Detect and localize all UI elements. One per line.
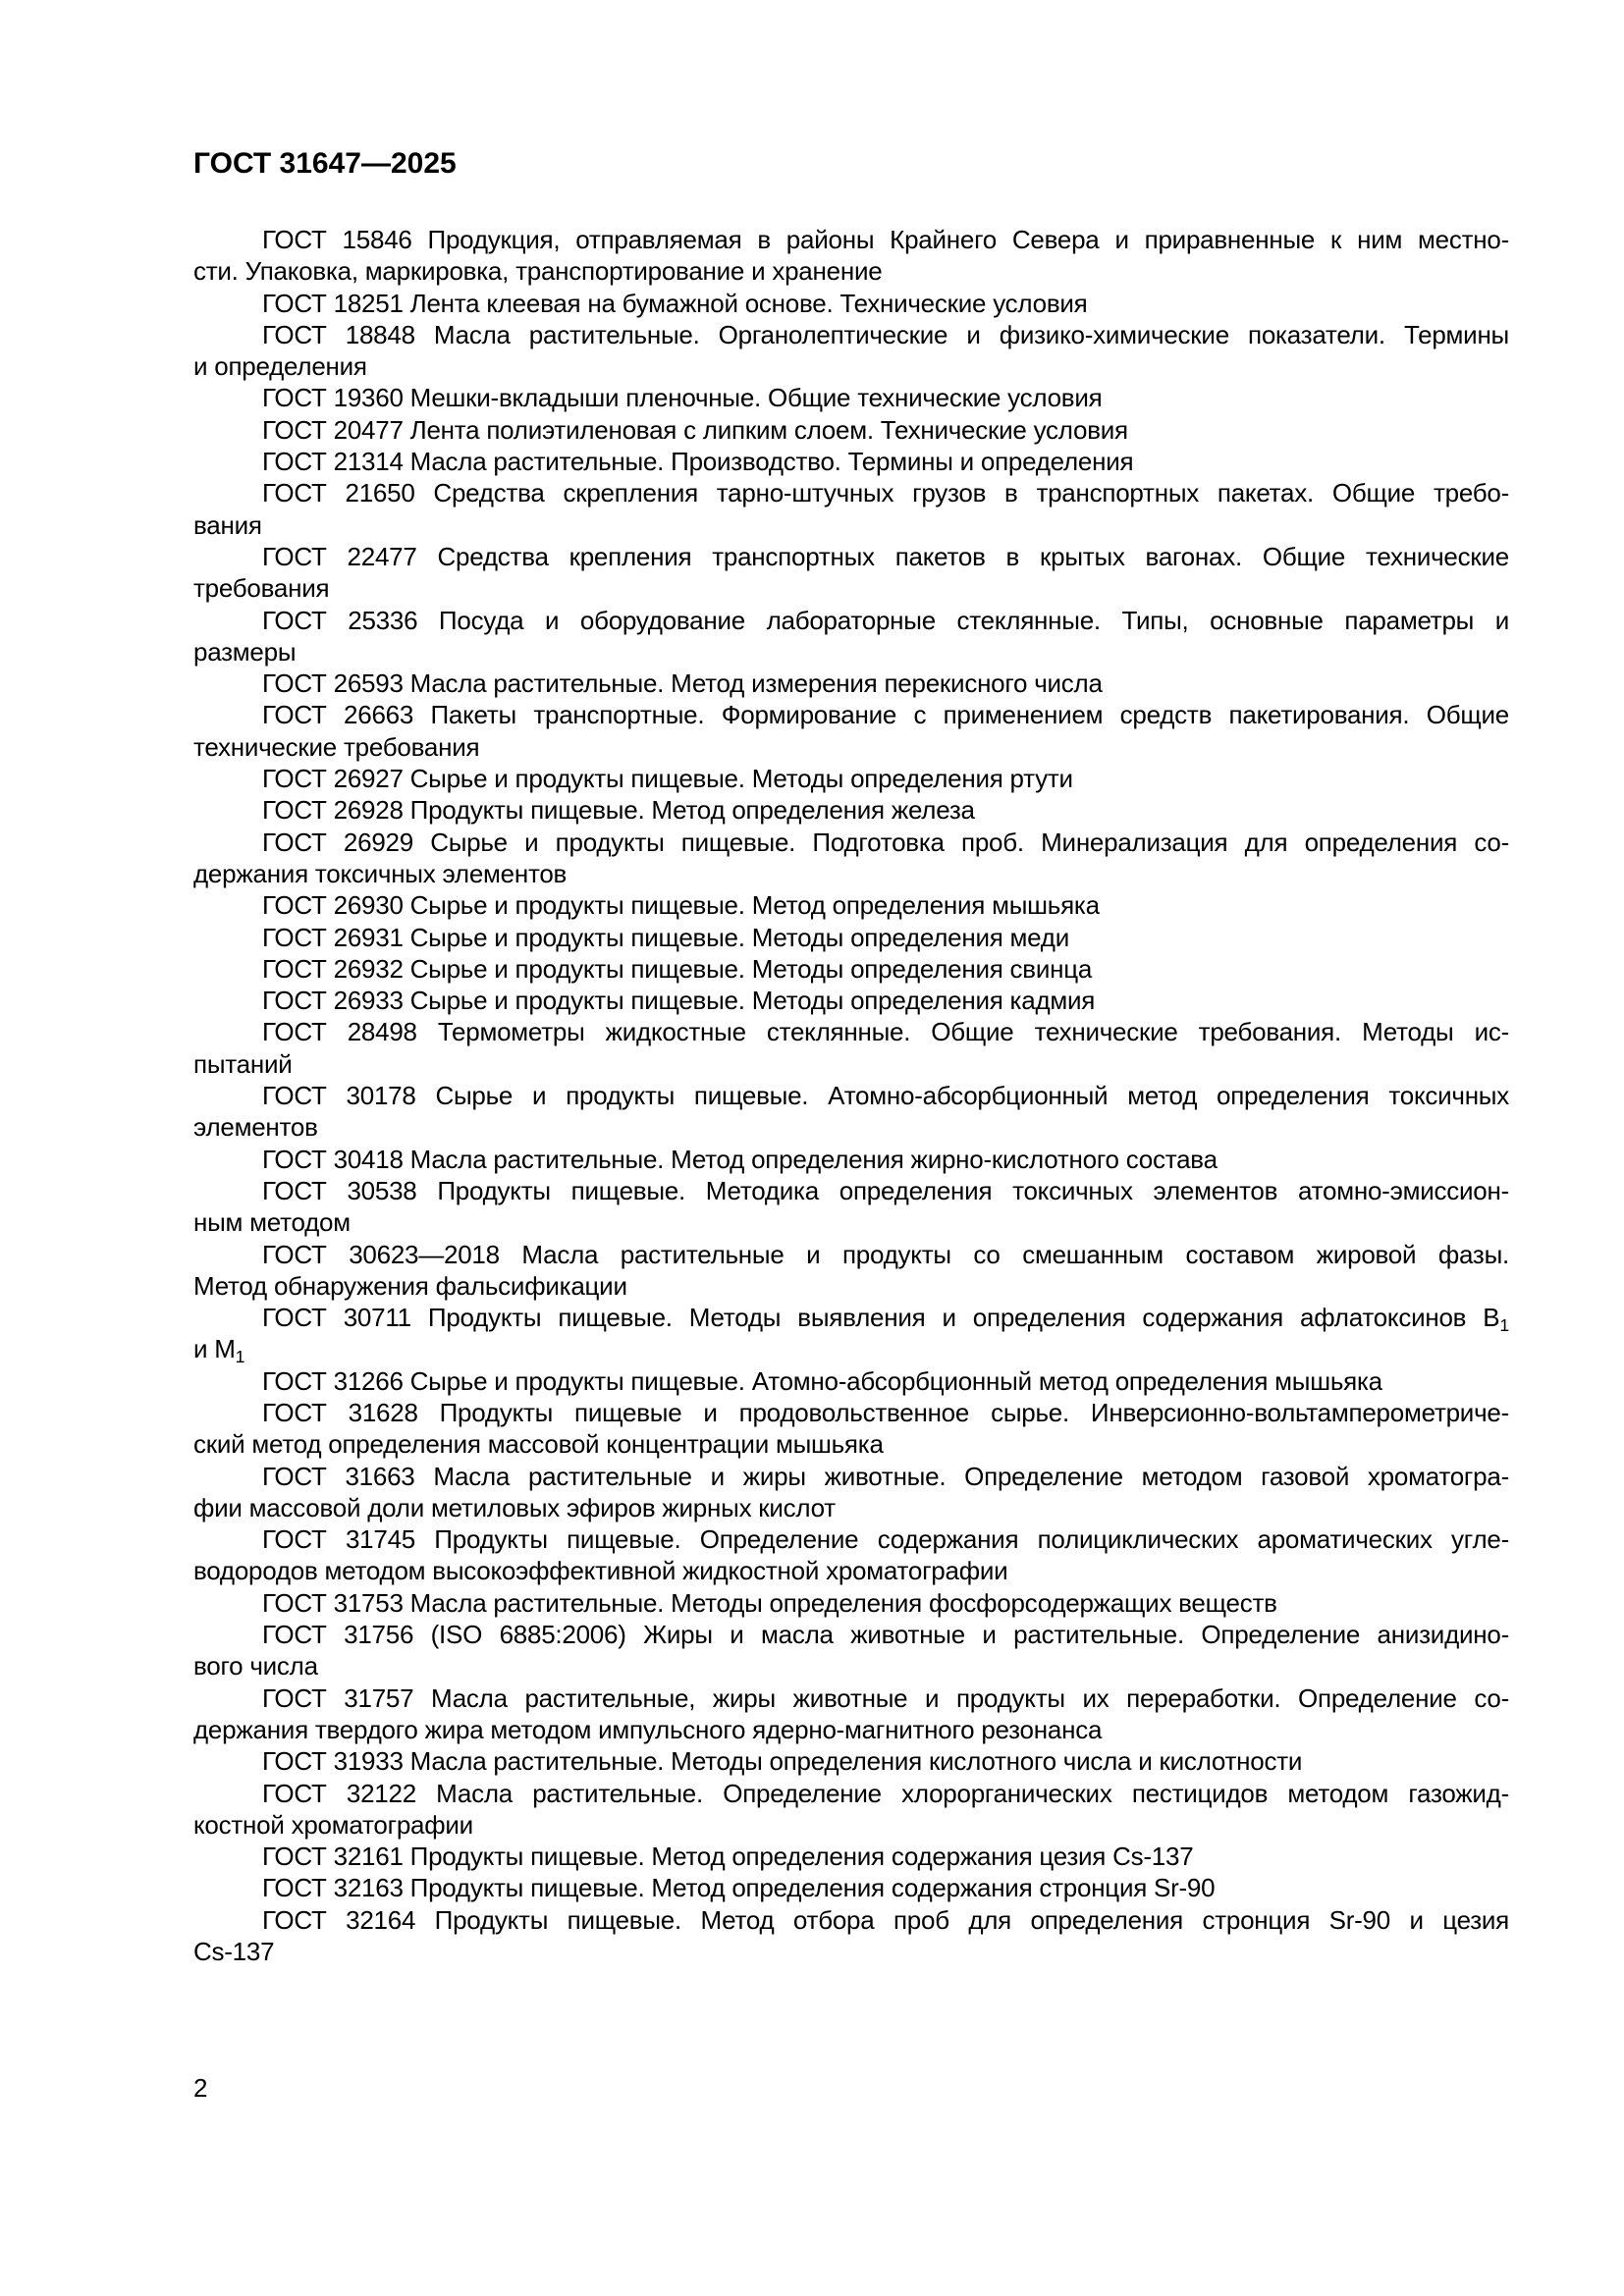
reference-line: ГОСТ 18848 Масла растительные. Органолептические и физико-химические показатели. Термины [262,319,1509,349]
reference-paragraph [193,414,1509,446]
reference-line: костной хроматографии [193,1809,473,1840]
reference-line: требования [193,573,330,604]
reference-line: ГОСТ 26663 Пакеты транспортные. Формирование с применением средств пакетирования. Общие [262,700,1509,730]
reference-line: ГОСТ 21314 Масла растительные. Производство. Термины и определения [262,447,1134,477]
reference-paragraph [193,1144,1509,1175]
reference-line: ГОСТ 31266 Сырье и продукты пищевые. Атомно-абсорбционный метод определения мышьяка [262,1365,1382,1396]
reference-line: ГОСТ 26593 Масла растительные. Метод измерения перекисного числа [262,668,1103,699]
reference-line: ГОСТ 31753 Масла растительные. Методы определения фосфорсодержащих веществ [262,1587,1277,1618]
reference-paragraph [193,1778,1509,1842]
reference-paragraph [193,1302,1509,1365]
reference-line: ГОСТ 26932 Сырье и продукты пищевые. Методы определения свинца [262,953,1093,984]
reference-line: ГОСТ 31628 Продукты пищевые и продовольственное сырье. Инверсионно-вольтамперометриче- [262,1397,1509,1427]
references-list [193,224,1509,1967]
reference-line: сти. Упаковка, маркировка, транспортирование и хранение [193,256,883,287]
reference-paragraph [193,699,1509,763]
reference-line: вого числа [193,1651,318,1682]
reference-paragraph [193,1365,1509,1397]
reference-line: ГОСТ 25336 Посуда и оборудование лабораторные стеклянные. Типы, основные параметры и [262,605,1509,635]
subscript-text: 1 [1499,1315,1509,1336]
reference-line: ГОСТ 32122 Масла растительные. Определение хлорорганических пестицидов методом газожид- [262,1778,1509,1808]
reference-line: ГОСТ 31745 Продукты пищевые. Определение содержания полициклических ароматических угле- [262,1524,1509,1555]
reference-paragraph [193,1745,1509,1777]
reference-paragraph [193,922,1509,953]
reference-paragraph [193,763,1509,794]
reference-paragraph [193,541,1509,605]
reference-paragraph [193,985,1509,1016]
page-title: ГОСТ 31647—2025 [193,147,457,180]
reference-line: Метод обнаружения фальсификации [193,1270,627,1301]
reference-line: ский метод определения массовой концентрации мышьяка [193,1429,884,1460]
reference-line: ГОСТ 28498 Термометры жидкостные стеклянные. Общие технические требования. Методы ис- [262,1017,1509,1047]
reference-line: ГОСТ 30178 Сырье и продукты пищевые. Атомно-абсорбционный метод определения токсичных [262,1081,1509,1111]
reference-paragraph [193,1239,1509,1303]
reference-paragraph [193,794,1509,826]
reference-line: ГОСТ 30623—2018 Масла растительные и продукты со смешанным составом жировой фазы. [262,1239,1509,1269]
reference-paragraph [193,382,1509,413]
reference-line: размеры [193,636,297,667]
reference-line: вания [193,509,262,540]
reference-line: водородов методом высокоэффективной жидкостной хроматографии [193,1556,1008,1586]
reference-paragraph [193,1841,1509,1872]
reference-line: ГОСТ 31933 Масла растительные. Методы определения кислотного числа и кислотности [262,1746,1303,1777]
reference-line: ГОСТ 31757 Масла растительные, жиры животные и продукты их переработки. Определение со- [262,1682,1509,1713]
reference-paragraph [193,1523,1509,1587]
reference-line: ГОСТ 31663 Масла растительные и жиры животные. Определение методом газовой хроматогра- [262,1461,1509,1491]
reference-line: ГОСТ 32163 Продукты пищевые. Метод определения содержания стронция Sr-90 [262,1873,1216,1903]
reference-line: ГОСТ 21650 Средства скрепления тарно-штучных грузов в транспортных пакетах. Общие требо- [262,478,1509,508]
reference-paragraph [193,1175,1509,1239]
reference-line: элементов [193,1112,318,1143]
reference-paragraph [193,1397,1509,1461]
reference-paragraph [193,953,1509,985]
reference-line: пытаний [193,1048,293,1079]
reference-paragraph [193,1587,1509,1619]
reference-paragraph [193,1682,1509,1746]
reference-paragraph [193,288,1509,319]
reference-paragraph [193,1904,1509,1968]
reference-line: и определения [193,351,367,382]
reference-line: ГОСТ 26929 Сырье и продукты пищевые. Подготовка проб. Минерализация для определения со- [262,827,1509,857]
reference-paragraph [193,477,1509,541]
reference-paragraph [193,224,1509,288]
reference-line: ГОСТ 20477 Лента полиэтиленовая с липким слоем. Технические условия [262,414,1128,445]
reference-line: фии массовой доли метиловых эфиров жирных кислот [193,1492,836,1522]
reference-paragraph [193,446,1509,477]
subscript-text: 1 [235,1347,245,1367]
reference-line: ГОСТ 18251 Лента клеевая на бумажной основе. Технические условия [262,288,1088,318]
reference-paragraph [193,1461,1509,1524]
reference-line: ГОСТ 26931 Сырье и продукты пищевые. Методы определения меди [262,922,1070,952]
reference-paragraph [193,667,1509,699]
reference-line: ГОСТ 26928 Продукты пищевые. Метод определения железа [262,795,975,826]
reference-line: ГОСТ 26933 Сырье и продукты пищевые. Методы определения кадмия [262,986,1096,1016]
reference-paragraph [193,1080,1509,1144]
reference-line: ГОСТ 32161 Продукты пищевые. Метод определения содержания цезия Cs-137 [262,1842,1194,1872]
reference-paragraph [193,319,1509,383]
reference-line: ГОСТ 31756 (ISO 6885:2006) Жиры и масла животные и растительные. Определение анизидино- [262,1620,1509,1650]
reference-paragraph [193,889,1509,921]
reference-line: ГОСТ 30418 Масла растительные. Метод определения жирно-кислотного состава [262,1144,1218,1174]
reference-paragraph [193,605,1509,668]
reference-line: ГОСТ 19360 Мешки-вкладыши пленочные. Общие технические условия [262,383,1103,413]
reference-line: ГОСТ 32164 Продукты пищевые. Метод отбора проб для определения стронция Sr-90 и цезия [262,1904,1509,1935]
reference-line: технические требования [193,731,480,762]
reference-line: ГОСТ 30538 Продукты пищевые. Методика определения токсичных элементов атомно-эмиссион- [262,1175,1509,1205]
reference-line: держания твердого жира методом импульсного ядерно-магнитного резонанса [193,1714,1103,1744]
reference-line: ГОСТ 30711 Продукты пищевые. Методы выявления и определения содержания афлатоксинов $В_1$ [262,1303,1509,1336]
reference-paragraph [193,1872,1509,1903]
reference-line: и $М_1$ [193,1334,245,1367]
reference-line: ГОСТ 22477 Средства крепления транспортных пакетов в крытых вагонах. Общие технические [262,541,1509,571]
page-number: 2 [193,2073,208,2103]
reference-line: Cs-137 [193,1937,275,1967]
reference-paragraph [193,827,1509,890]
reference-line: ГОСТ 26930 Сырье и продукты пищевые. Метод определения мышьяка [262,890,1100,921]
reference-line: держания токсичных элементов [193,858,568,888]
reference-line: ГОСТ 15846 Продукция, отправляемая в районы Крайнего Севера и приравненные к ним местно- [262,225,1509,254]
reference-paragraph [193,1619,1509,1682]
reference-line: ГОСТ 26927 Сырье и продукты пищевые. Методы определения ртути [262,764,1073,794]
reference-line: ным методом [193,1207,351,1238]
reference-paragraph [193,1016,1509,1080]
